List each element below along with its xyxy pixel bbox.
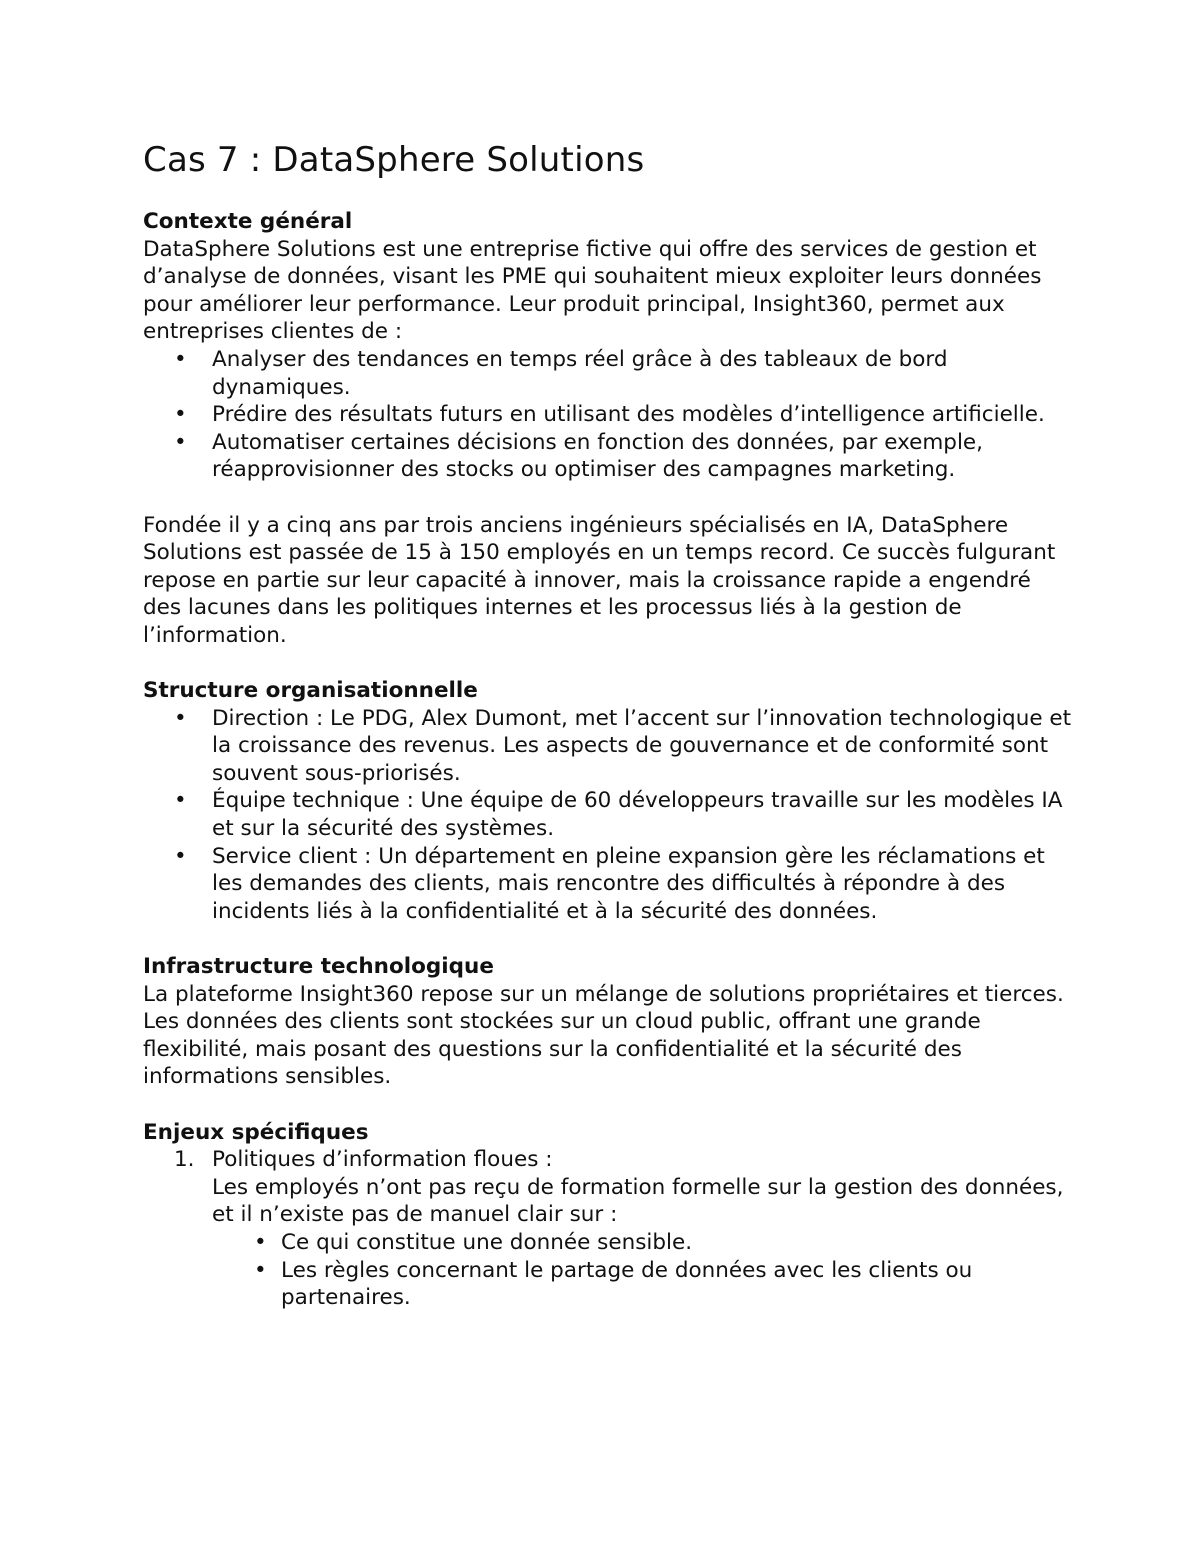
enjeux-item-title: Politiques d’information floues : bbox=[212, 1147, 553, 1173]
structure-bullet-list bbox=[143, 705, 1073, 926]
list-item: • Équipe technique : Une équipe de 60 développeurs travaille sur les modèles IA et sur la sécurité des systèmes. bbox=[143, 787, 1073, 842]
list-item bbox=[143, 1146, 1073, 1312]
list-item: • Ce qui constitue une donnée sensible. bbox=[212, 1229, 1073, 1257]
list-number: 1. bbox=[174, 1147, 195, 1173]
list-item: • Direction : Le PDG, Alex Dumont, met l’accent sur l’innovation technologique et la croissance des revenus. Les aspects de gouvernance et de conformité sont souvent sous-priorisés. bbox=[143, 705, 1073, 788]
section-heading-enjeux: Enjeux spécifiques bbox=[143, 1119, 369, 1145]
contexte-intro-paragraph: DataSphere Solutions est une entreprise fictive qui offre des services de gestion et d’analyse de données, visant les PME qui souhaitent mieux exploiter leurs données pour améliorer leur performance. Leur produit principal, Insight360, permet aux entreprises clientes de : bbox=[143, 236, 1042, 345]
paragraph-spacer bbox=[143, 650, 1073, 678]
document-title: Cas 7 : DataSphere Solutions bbox=[143, 140, 645, 180]
paragraph-spacer bbox=[143, 484, 1073, 512]
document-page bbox=[143, 138, 1073, 1312]
paragraph-spacer bbox=[143, 925, 1073, 953]
enjeux-numbered-list bbox=[143, 1146, 1073, 1312]
contexte-history-paragraph: Fondée il y a cinq ans par trois anciens ingénieurs spécialisés en IA, DataSphere Solutions est passée de 15 à 150 employés en un temps record. Ce succès fulgurant repose en partie sur leur capacité à innover, mais la croissance rapide a engendré des lacunes dans les politiques internes et les processus liés à la gestion de l’information. bbox=[143, 512, 1056, 648]
list-item: • Automatiser certaines décisions en fonction des données, par exemple, réapprovisionner des stocks ou optimiser des campagnes marketing. bbox=[143, 429, 1073, 484]
list-item: • Prédire des résultats futurs en utilisant des modèles d’intelligence artificielle. bbox=[143, 401, 1073, 429]
enjeux-item-text: Les employés n’ont pas reçu de formation formelle sur la gestion des données, et il n’existe pas de manuel clair sur : bbox=[212, 1174, 1064, 1228]
list-item: • Service client : Un département en pleine expansion gère les réclamations et les demandes des clients, mais rencontre des difficultés à répondre à des incidents liés à la confidentialité et à la sécurité des données. bbox=[143, 843, 1073, 926]
list-item: • Les règles concernant le partage de données avec les clients ou partenaires. bbox=[212, 1257, 1073, 1312]
contexte-bullet-list bbox=[143, 346, 1073, 484]
list-item: • Analyser des tendances en temps réel grâce à des tableaux de bord dynamiques. bbox=[143, 346, 1073, 401]
infrastructure-paragraph: La plateforme Insight360 repose sur un mélange de solutions propriétaires et tierces. Les données des clients sont stockées sur un cloud public, offrant une grande flexibilité, mais posant des questions sur la confidentialité et la sécurité des informations sensibles. bbox=[143, 981, 1064, 1090]
enjeux-sub-bullet-list bbox=[212, 1229, 1073, 1312]
section-heading-contexte: Contexte général bbox=[143, 209, 353, 234]
section-heading-infrastructure: Infrastructure technologique bbox=[143, 954, 494, 980]
paragraph-spacer bbox=[143, 1091, 1073, 1119]
section-heading-structure: Structure organisationnelle bbox=[143, 678, 478, 704]
